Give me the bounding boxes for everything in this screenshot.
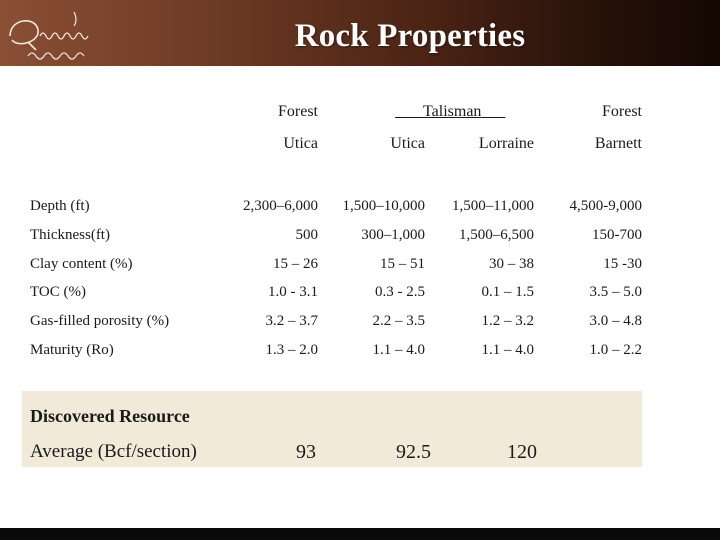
table-cell: 1.0 – 2.2 — [589, 342, 642, 358]
table-cell: 300–1,000 — [361, 227, 425, 243]
resource-value-lorraine: 120 — [507, 441, 537, 463]
column-company-talisman: Talisman — [423, 103, 482, 120]
column-company-forest-utica: Forest — [278, 103, 318, 120]
table-cell: 1,500–6,500 — [459, 227, 534, 243]
table-cell: 15 -30 — [603, 256, 642, 272]
table-cell: 1,500–11,000 — [452, 198, 534, 214]
row-label-maturity: Maturity (Ro) — [30, 342, 114, 358]
row-label-clay-content: Clay content (%) — [30, 256, 133, 272]
row-label-toc: TOC (%) — [30, 284, 86, 300]
row-label-gas-filled-porosity: Gas-filled porosity (%) — [30, 313, 170, 329]
table-cell: 30 – 38 — [489, 256, 534, 272]
table-cell: 500 — [295, 227, 318, 243]
table-cell: 3.0 – 4.8 — [589, 313, 642, 329]
resource-value-utica-talisman: 92.5 — [396, 441, 431, 463]
row-label-thickness: Thickness(ft) — [30, 227, 110, 243]
table-cell: 1.0 - 3.1 — [268, 284, 318, 300]
page-title: Rock Properties — [294, 18, 526, 54]
column-formation-utica-forest: Utica — [283, 135, 318, 152]
table-cell: 4,500-9,000 — [569, 198, 642, 214]
average-bcf-label: Average (Bcf/section) — [30, 441, 197, 462]
table-cell: 1.1 – 4.0 — [372, 342, 425, 358]
column-formation-lorraine: Lorraine — [478, 135, 534, 152]
table-cell: 150-700 — [592, 227, 642, 243]
column-formation-utica-talisman: Utica — [390, 135, 425, 152]
table-cell: 3.2 – 3.7 — [265, 313, 318, 329]
table-cell: 1.1 – 4.0 — [481, 342, 534, 358]
row-label-depth: Depth (ft) — [30, 198, 90, 214]
discovered-resource-title: Discovered Resource — [30, 406, 190, 426]
title-banner — [0, 0, 720, 66]
table-cell: 2.2 – 3.5 — [372, 313, 425, 329]
footer-bar — [0, 528, 720, 540]
table-cell: 0.1 – 1.5 — [481, 284, 534, 300]
table-cell: 0.3 - 2.5 — [375, 284, 425, 300]
table-cell: 1.2 – 3.2 — [481, 313, 534, 329]
column-formation-barnett: Barnett — [594, 135, 642, 152]
table-cell: 3.5 – 5.0 — [589, 284, 642, 300]
table-cell: 15 – 51 — [380, 256, 425, 272]
table-cell: 2,300–6,000 — [243, 198, 318, 214]
table-cell: 1,500–10,000 — [342, 198, 425, 214]
resource-value-utica-forest: 93 — [296, 441, 316, 463]
column-company-forest-barnett: Forest — [602, 103, 642, 120]
table-cell: 15 – 26 — [273, 256, 318, 272]
table-cell: 1.3 – 2.0 — [265, 342, 318, 358]
